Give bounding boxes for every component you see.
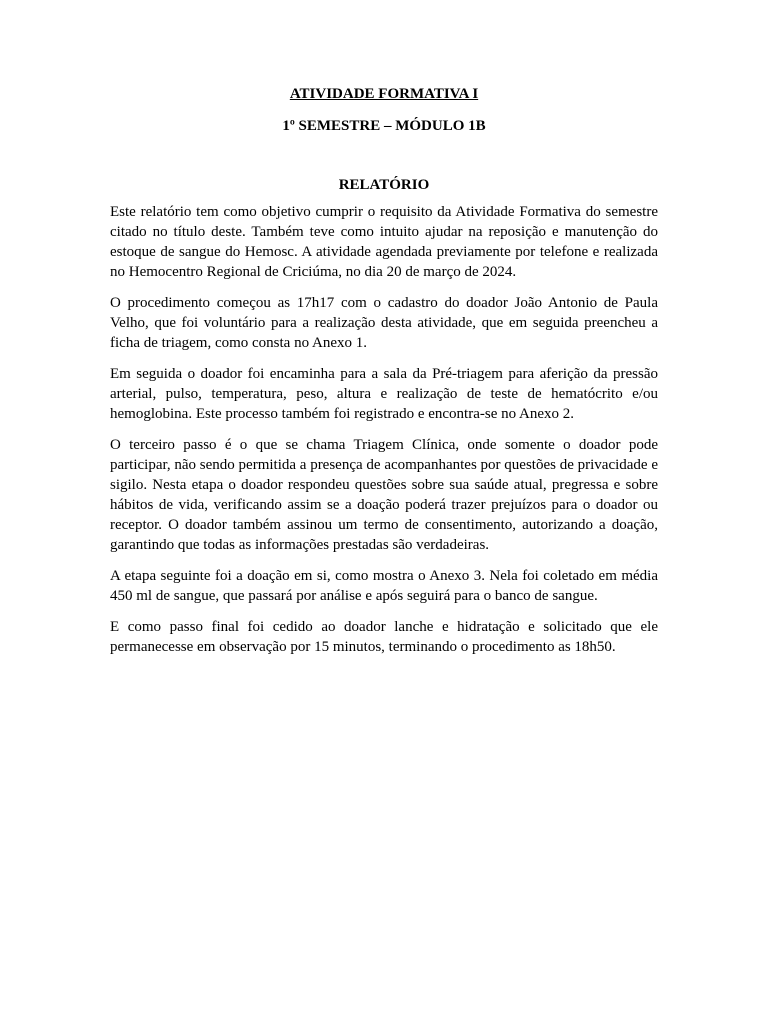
section-heading: RELATÓRIO (338, 177, 430, 193)
paragraph-donation: A etapa seguinte foi a doação em si, como mostra o Anexo 3. Nela foi coletado em média 450 ml de sangue, que passará por análise e após seguirá para o banco de sangue. (110, 568, 658, 604)
document-page (110, 84, 658, 668)
document-subtitle: 1º SEMESTRE – MÓDULO 1B (282, 118, 486, 134)
paragraph-registration: O procedimento começou as 17h17 com o cadastro do doador João Antonio de Paula Velho, que foi voluntário para a realização desta atividade, que em seguida preencheu a ficha de triagem, como consta no Anexo 1. (110, 295, 658, 351)
report-body (110, 202, 658, 657)
paragraph-pre-screening: Em seguida o doador foi encaminha para a sala da Pré-triagem para aferição da pressão arterial, pulso, temperatura, peso, altura e realização de teste de hematócrito e/ou hemoglobina. Este processo também foi registrado e encontra-se no Anexo 2. (110, 366, 658, 422)
paragraph-intro: Este relatório tem como objetivo cumprir o requisito da Atividade Formativa do semestre citado no título deste. Também teve como intuito ajudar na reposição e manutenção do estoque de sangue do Hemosc. A atividade agendada previamente por telefone e realizada no Hemocentro Regional de Criciúma, no dia 20 de março de 2024. (110, 204, 658, 280)
paragraph-clinical-screening: O terceiro passo é o que se chama Triagem Clínica, onde somente o doador pode participar, não sendo permitida a presença de acompanhantes por questões de privacidade e sigilo. Nesta etapa o doador respondeu questões sobre sua saúde atual, pregressa e sobre hábitos de vida, verificando assim se a doação poderá trazer prejuízos para o doador ou receptor. O doador também assinou um termo de consentimento, autorizando a doação, garantindo que todas as informações prestadas são verdadeiras. (110, 437, 658, 553)
paragraph-final-step: E como passo final foi cedido ao doador lanche e hidratação e solicitado que ele permanecesse em observação por 15 minutos, terminando o procedimento as 18h50. (110, 619, 658, 655)
document-title: ATIVIDADE FORMATIVA I (289, 86, 479, 102)
